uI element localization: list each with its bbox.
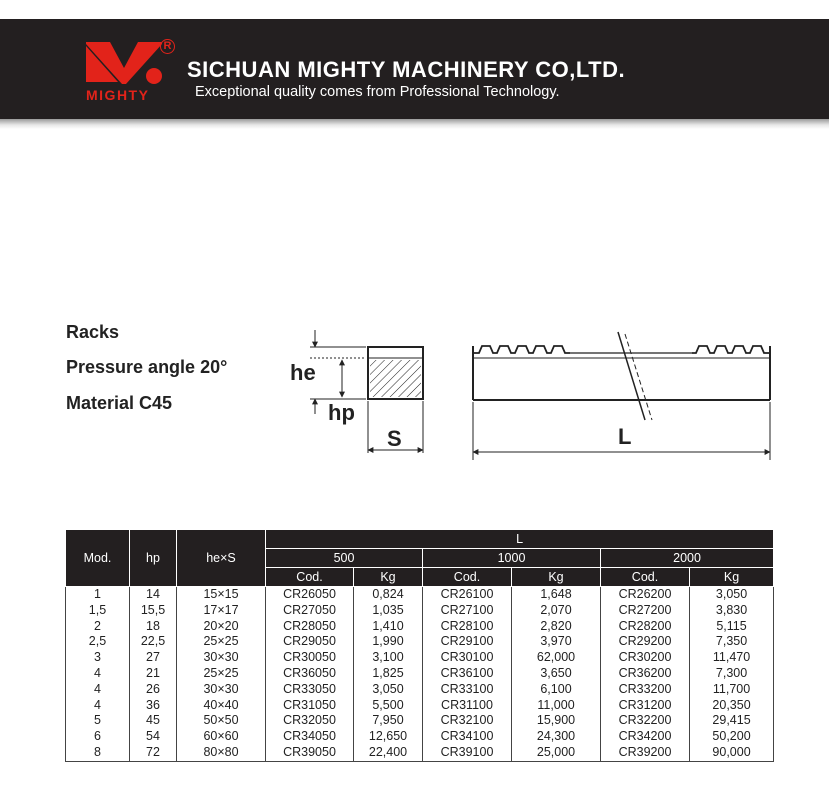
table-cell: 7,950 xyxy=(354,713,423,729)
table-cell: 40×40 xyxy=(177,698,266,714)
table-cell: 25×25 xyxy=(177,666,266,682)
material: Material C45 xyxy=(66,393,173,413)
company-slogan: Exceptional quality comes from Professional Technology. xyxy=(195,84,560,100)
table-cell: CR30100 xyxy=(423,650,512,666)
table-cell: 54 xyxy=(130,729,177,745)
table-cell: 21 xyxy=(130,666,177,682)
table-cell: 11,700 xyxy=(690,682,774,698)
table-cell: 11,470 xyxy=(690,650,774,666)
rack-technical-drawing xyxy=(280,320,780,470)
table-cell: 1,990 xyxy=(354,634,423,650)
product-title: Racks xyxy=(66,322,120,342)
company-name: SICHUAN MIGHTY MACHINERY CO,LTD. xyxy=(187,57,626,82)
table-cell: 1,410 xyxy=(354,619,423,635)
table-cell: 27 xyxy=(130,650,177,666)
header-shadow xyxy=(0,119,829,129)
header-cod: Cod. xyxy=(423,568,512,587)
table-cell: CR36100 xyxy=(423,666,512,682)
table-cell: 1,825 xyxy=(354,666,423,682)
table-cell: CR30050 xyxy=(266,650,354,666)
table-cell: 29,415 xyxy=(690,713,774,729)
table-cell: 4 xyxy=(66,666,130,682)
table-cell: 1,035 xyxy=(354,603,423,619)
table-cell: 2,070 xyxy=(512,603,601,619)
table-cell: 6 xyxy=(66,729,130,745)
header-length-1000: 1000 xyxy=(423,549,601,568)
table-cell: CR32100 xyxy=(423,713,512,729)
table-cell: CR29200 xyxy=(601,634,690,650)
label-s: S xyxy=(387,426,402,451)
table-row xyxy=(66,729,774,745)
pressure-angle: Pressure angle 20° xyxy=(66,357,228,377)
rack-spec-table xyxy=(65,529,774,762)
table-body xyxy=(66,587,774,762)
table-row xyxy=(66,634,774,650)
table-cell: CR27200 xyxy=(601,603,690,619)
table-row xyxy=(66,666,774,682)
table-cell: CR26200 xyxy=(601,587,690,603)
table-cell: CR31100 xyxy=(423,698,512,714)
table-row xyxy=(66,698,774,714)
table-row xyxy=(66,619,774,635)
table-cell: CR39050 xyxy=(266,745,354,761)
header-hexs: he×S xyxy=(177,530,266,587)
header-kg: Kg xyxy=(354,568,423,587)
table-cell: 5 xyxy=(66,713,130,729)
table-cell: 24,300 xyxy=(512,729,601,745)
table-row xyxy=(66,713,774,729)
registered-mark: R xyxy=(160,39,175,54)
table-cell: 3,050 xyxy=(690,587,774,603)
table-cell: 3,100 xyxy=(354,650,423,666)
table-cell: CR29050 xyxy=(266,634,354,650)
table-cell: 0,824 xyxy=(354,587,423,603)
table-cell: CR33050 xyxy=(266,682,354,698)
table-cell: CR39200 xyxy=(601,745,690,761)
table-row xyxy=(66,587,774,603)
table-cell: 22,5 xyxy=(130,634,177,650)
table-cell: 6,100 xyxy=(512,682,601,698)
header-length-500: 500 xyxy=(266,549,423,568)
table-cell: 20,350 xyxy=(690,698,774,714)
table-cell: 3,970 xyxy=(512,634,601,650)
header-length: L xyxy=(266,530,774,549)
table-cell: CR29100 xyxy=(423,634,512,650)
table-cell: 8 xyxy=(66,745,130,761)
label-he: he xyxy=(290,360,316,385)
table-cell: 3,650 xyxy=(512,666,601,682)
table-cell: 4 xyxy=(66,698,130,714)
header-cod: Cod. xyxy=(601,568,690,587)
table-cell: 26 xyxy=(130,682,177,698)
table-cell: 36 xyxy=(130,698,177,714)
table-cell: 25×25 xyxy=(177,634,266,650)
table-cell: 2,5 xyxy=(66,634,130,650)
table-cell: 1 xyxy=(66,587,130,603)
table-row xyxy=(66,650,774,666)
table-cell: 7,350 xyxy=(690,634,774,650)
table-cell: 30×30 xyxy=(177,650,266,666)
table-cell: CR31200 xyxy=(601,698,690,714)
header-kg: Kg xyxy=(512,568,601,587)
table-cell: 11,000 xyxy=(512,698,601,714)
table-cell: 45 xyxy=(130,713,177,729)
table-cell: CR31050 xyxy=(266,698,354,714)
table-cell: 50×50 xyxy=(177,713,266,729)
table-cell: 3 xyxy=(66,650,130,666)
table-cell: 50,200 xyxy=(690,729,774,745)
table-cell: 1,5 xyxy=(66,603,130,619)
table-cell: 60×60 xyxy=(177,729,266,745)
table-cell: CR33100 xyxy=(423,682,512,698)
table-cell: CR36050 xyxy=(266,666,354,682)
table-cell: CR33200 xyxy=(601,682,690,698)
table-cell: 14 xyxy=(130,587,177,603)
table-cell: 5,500 xyxy=(354,698,423,714)
table-cell: 20×20 xyxy=(177,619,266,635)
table-cell: CR28050 xyxy=(266,619,354,635)
table-cell: 15,900 xyxy=(512,713,601,729)
table-cell: 7,300 xyxy=(690,666,774,682)
table-cell: 30×30 xyxy=(177,682,266,698)
table-cell: 25,000 xyxy=(512,745,601,761)
table-cell: CR39100 xyxy=(423,745,512,761)
table-cell: 2 xyxy=(66,619,130,635)
table-cell: 18 xyxy=(130,619,177,635)
table-cell: CR34100 xyxy=(423,729,512,745)
table-cell: 3,830 xyxy=(690,603,774,619)
table-row xyxy=(66,745,774,761)
table-cell: CR26100 xyxy=(423,587,512,603)
table-cell: CR36200 xyxy=(601,666,690,682)
table-cell: 17×17 xyxy=(177,603,266,619)
table-cell: CR32050 xyxy=(266,713,354,729)
table-cell: CR26050 xyxy=(266,587,354,603)
table-cell: 15,5 xyxy=(130,603,177,619)
table-row xyxy=(66,603,774,619)
table-cell: CR28200 xyxy=(601,619,690,635)
header-mod: Mod. xyxy=(66,530,130,587)
header-cod: Cod. xyxy=(266,568,354,587)
table-cell: 22,400 xyxy=(354,745,423,761)
table-cell: 5,115 xyxy=(690,619,774,635)
table-cell: CR30200 xyxy=(601,650,690,666)
table-row xyxy=(66,682,774,698)
table-cell: 2,820 xyxy=(512,619,601,635)
table-cell: CR27050 xyxy=(266,603,354,619)
table-cell: 90,000 xyxy=(690,745,774,761)
table-cell: 80×80 xyxy=(177,745,266,761)
header-kg: Kg xyxy=(690,568,774,587)
table-cell: CR28100 xyxy=(423,619,512,635)
rack-side-view xyxy=(473,332,770,460)
table-cell: CR32200 xyxy=(601,713,690,729)
table-cell: 1,648 xyxy=(512,587,601,603)
table-cell: 4 xyxy=(66,682,130,698)
table-cell: 15×15 xyxy=(177,587,266,603)
table-cell: 3,050 xyxy=(354,682,423,698)
table-cell: CR34200 xyxy=(601,729,690,745)
table-cell: CR34050 xyxy=(266,729,354,745)
rack-cross-section xyxy=(290,330,423,453)
label-l: L xyxy=(618,424,632,449)
header-length-2000: 2000 xyxy=(601,549,774,568)
table-cell: CR27100 xyxy=(423,603,512,619)
header-hp: hp xyxy=(130,530,177,587)
logo-text: MIGHTY xyxy=(86,87,150,103)
table-cell: 62,000 xyxy=(512,650,601,666)
table-cell: 72 xyxy=(130,745,177,761)
label-hp: hp xyxy=(328,400,355,425)
table-cell: 12,650 xyxy=(354,729,423,745)
